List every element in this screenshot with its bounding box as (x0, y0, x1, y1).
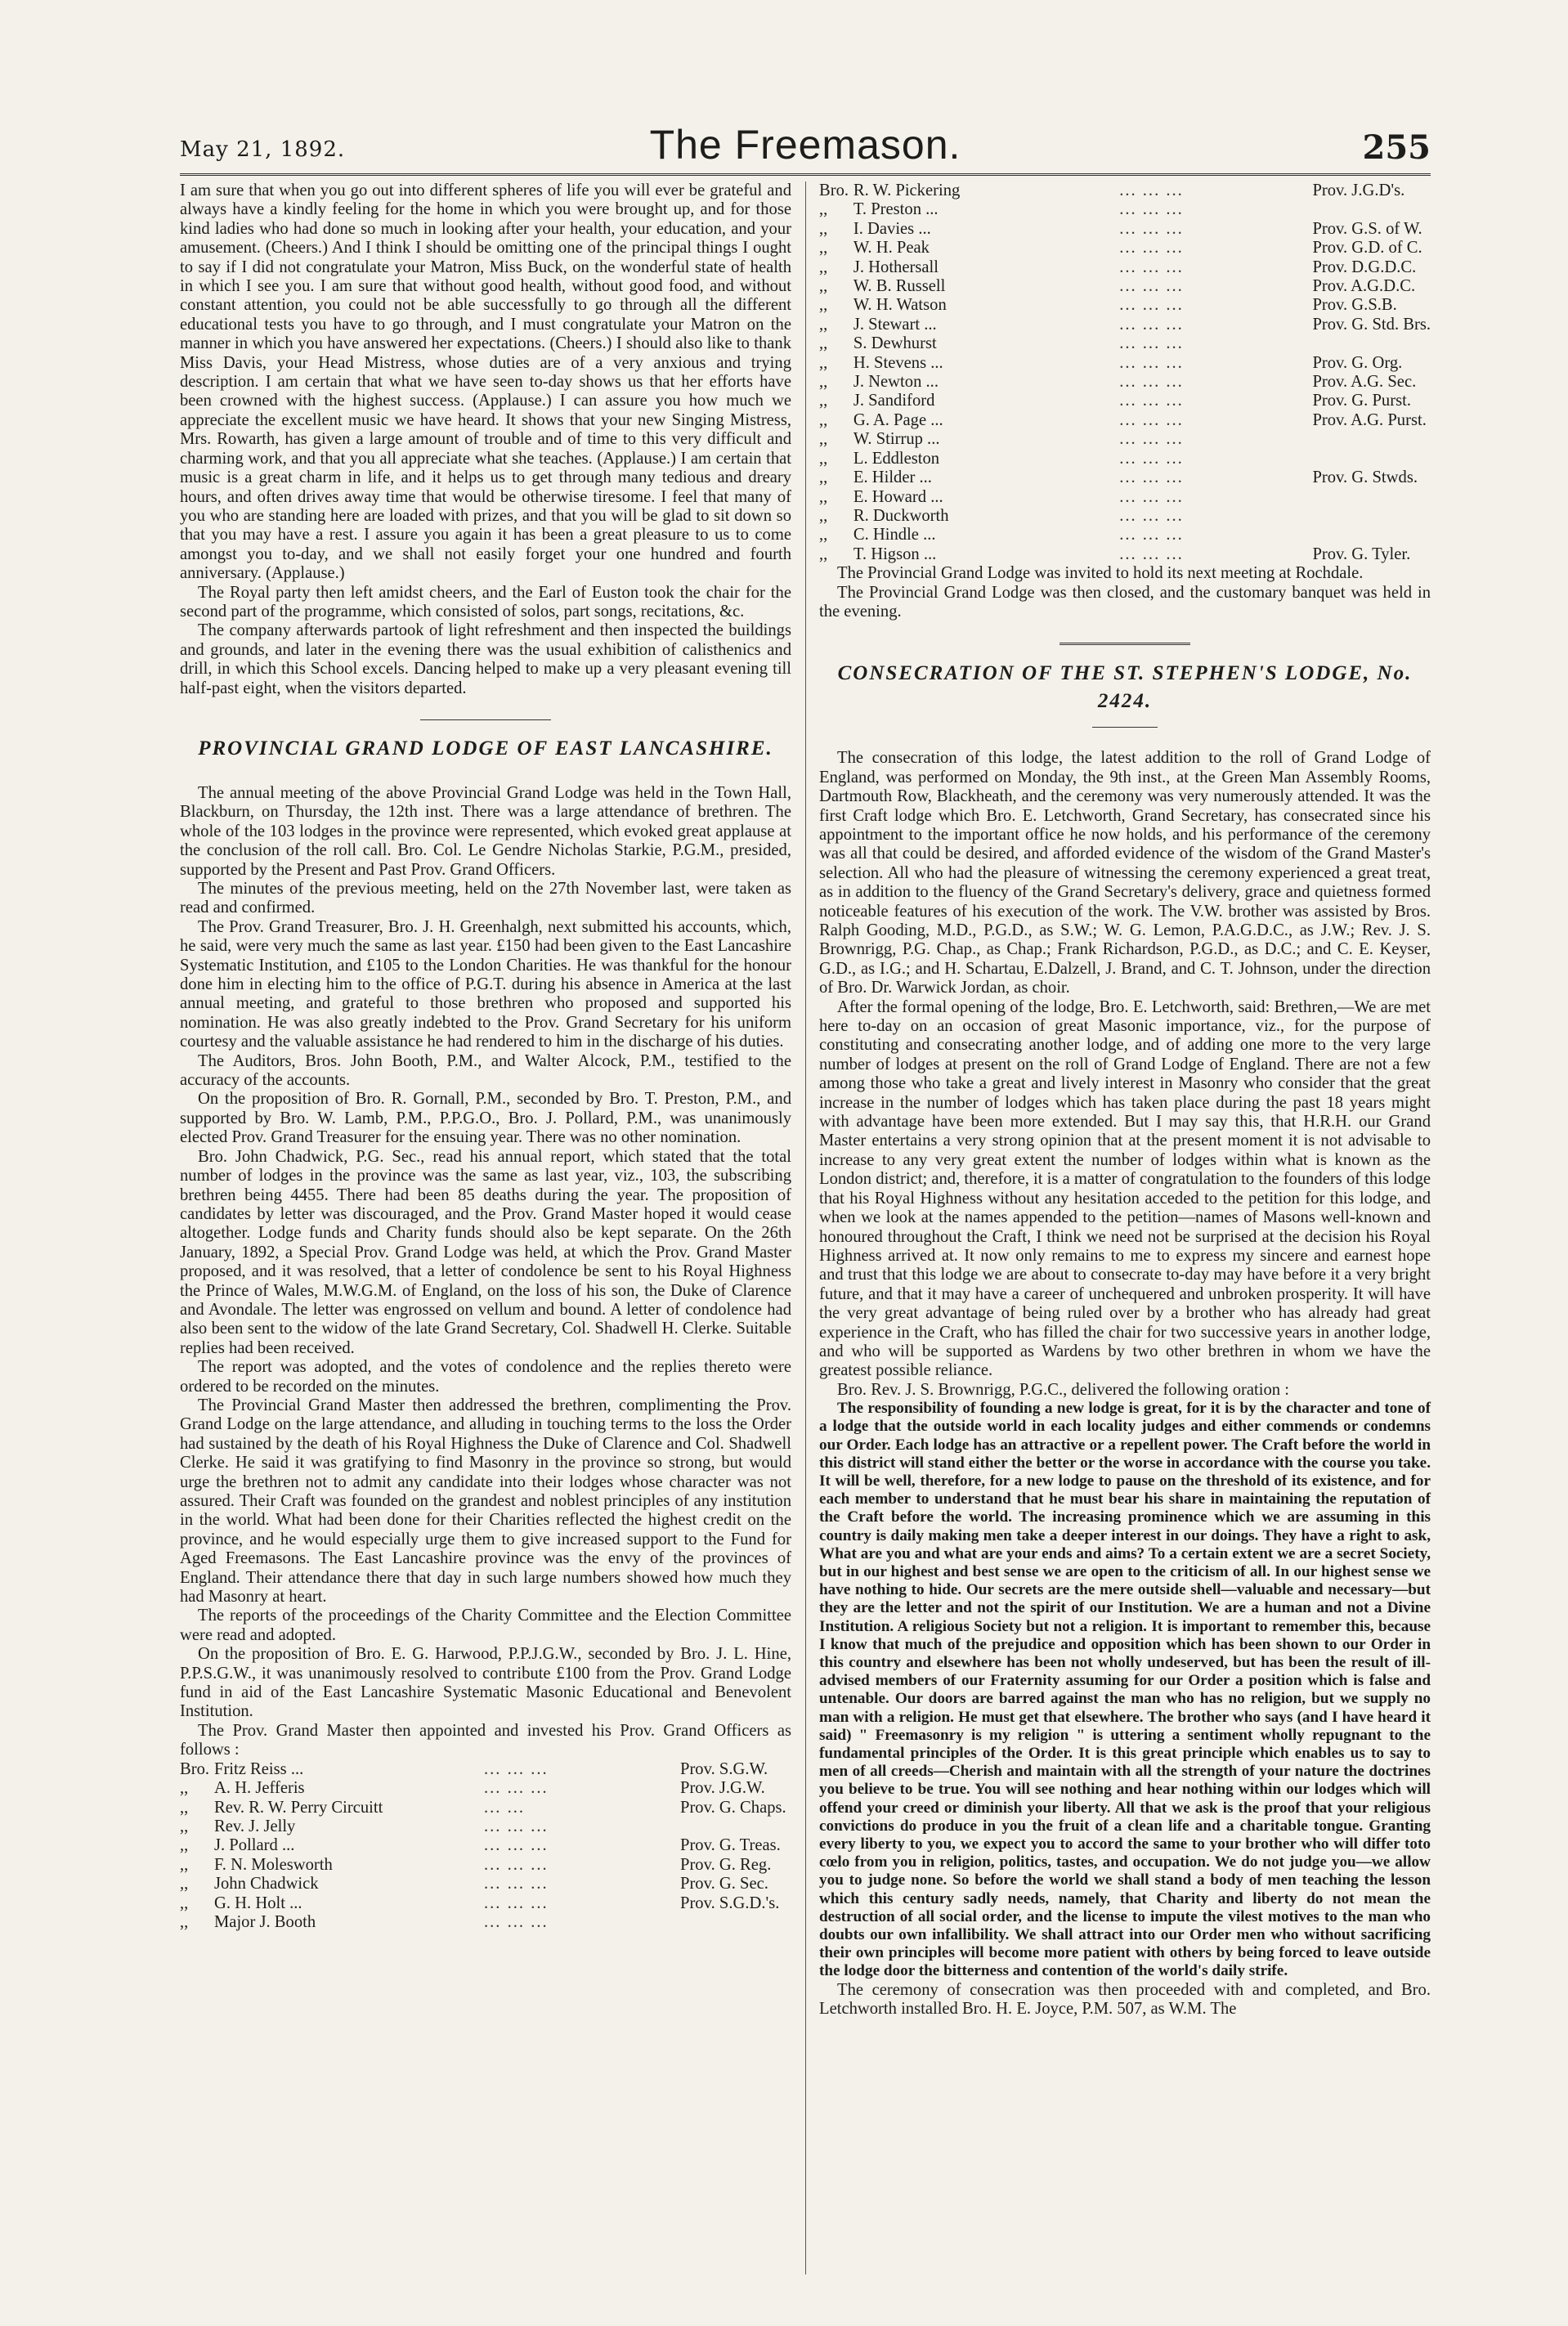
officer-prefix: ,, (819, 258, 828, 276)
officer-dots: ... ... ... (1119, 373, 1184, 392)
officer-name: J. Pollard ... (214, 1836, 295, 1855)
officer-row (819, 200, 1431, 219)
officer-prefix: ,, (819, 392, 828, 410)
officer-name: H. Stevens ... (853, 353, 943, 372)
article-paragraph: The annual meeting of the above Provincial Grand Lodge was held in the Town Hall, Blackburn, on Thursday, the 12th inst. There was a large attendance of brethren. The whole of the 103 lodges in the province were represented, which evoked great applause at the conclusion of the roll call. Bro. Col. Le Gendre Nicholas Starkie, P.G.M., presided, supported by the Present and Past Prov. Grand Officers. (180, 783, 791, 879)
officer-office: Prov. G. Std. Brs. (1312, 315, 1431, 334)
officer-office: Prov. A.G.D.C. (1312, 277, 1416, 296)
officer-row (180, 1799, 791, 1817)
officer-row (819, 468, 1431, 487)
officer-name: J. Sandiford (853, 392, 935, 410)
officer-office (680, 1913, 791, 1932)
officer-row (819, 316, 1431, 334)
officer-dots: ... ... ... (1119, 545, 1184, 563)
officer-row (180, 1856, 791, 1875)
officer-prefix: ,, (819, 373, 828, 392)
officer-prefix: ,, (819, 487, 828, 506)
article-paragraph: Bro. Rev. J. S. Brownrigg, P.G.C., delivered the following oration : (837, 1380, 1289, 1399)
officer-office (1312, 507, 1431, 526)
officer-dots: ... ... ... (484, 1855, 549, 1874)
officer-dots: ... ... ... (1119, 487, 1184, 506)
officer-dots: ... ... ... (1119, 410, 1184, 429)
officer-row (819, 354, 1431, 373)
officer-name: E. Hilder ... (853, 468, 932, 487)
officer-office: Prov. A.G. Sec. (1312, 373, 1417, 392)
officer-row (819, 220, 1431, 239)
officer-row (180, 1913, 791, 1932)
officer-name: I. Davies ... (853, 219, 931, 238)
officer-prefix: ,, (180, 1798, 189, 1817)
officer-prefix: ,, (819, 468, 828, 487)
officer-dots: ... ... ... (484, 1779, 549, 1798)
officer-prefix: ,, (819, 334, 828, 353)
article-paragraph: I am sure that when you go out into different spheres of life you will ever be grateful and always have a kindly feeling for the home in which you were brought up, and for those kind ladies who had done so much in looking after your health, your education, and your amusement. (Cheers.) And I think I should be omitting one of the principal things I ought to say if I did not congratulate your Matron, Miss Buck, on the wonderful state of health in which I see you. I am sure that without good health, without good food, and without constant attention, you could not be able successfully to go through all the different educational tests you have to go through, and I must congratulate your Matron on the manner in which you have answered her expectations. (Cheers.) I should also like to thank Miss Davis, your Head Mistress, whose duties are of a very anxious and trying description. I am certain that what we have seen to-day shows us that her efforts have been crowned with the highest success. (Applause.) I can assure you how much we appreciate the excellent music we have heard. It shows that your new Singing Mistress, Mrs. Rowarth, has given a large amount of trouble and of time to this very difficult and charming work, and that you all appreciate what she teaches. (Applause.) I am certain that music is a great charm in life, and it helps us to get through many tedious and dreary hours, and often drives away time that would be otherwise tiresome. I feel that many of you who are standing here are loaded with prizes, and that you will be glad to sit down so that you may have a rest. I assure you again it has been a great pleasure to us to come amongst you to-day, and we shall not easily forget your one hundred and fourth anniversary. (Applause.) (180, 182, 791, 583)
officer-name: J. Hothersall (853, 258, 939, 276)
officer-prefix: ,, (819, 315, 828, 334)
officer-row (819, 450, 1431, 468)
officer-row (180, 1760, 791, 1779)
officer-dots: ... ... ... (484, 1836, 549, 1855)
officer-dots: ... ... ... (1119, 315, 1184, 334)
officer-name: W. B. Russell (853, 277, 946, 296)
officer-office: Prov. G.S.B. (1312, 296, 1397, 315)
officer-office: Prov. S.G.D.'s. (680, 1894, 780, 1912)
article-paragraph: The Provincial Grand Lodge was then closed, and the customary banquet was held in the evening. (819, 583, 1431, 621)
officer-dots: ... ... ... (1119, 468, 1184, 487)
officer-row (819, 239, 1431, 258)
officer-name: T. Higson ... (853, 545, 937, 563)
officer-row (819, 182, 1431, 200)
officer-prefix: ,, (180, 1817, 189, 1835)
officer-dots: ... ... ... (484, 1912, 549, 1931)
officer-office (680, 1817, 791, 1836)
heading-rule (1060, 643, 1190, 645)
officer-dots: ... ... ... (1119, 449, 1184, 468)
officer-office: Prov. G. Org. (1312, 353, 1403, 372)
article-paragraph: The Auditors, Bros. John Booth, P.M., and Walter Alcock, P.M., testified to the accuracy of the accounts. (180, 1051, 791, 1090)
article-paragraph: The consecration of this lodge, the latest addition to the roll of Grand Lodge of England, was performed on Monday, the 9th inst., at the Green Man Assembly Rooms, Dartmouth Row, Blackheath, and the ceremony was very numerously attended. It was the first Craft lodge which Bro. E. Letchworth, Grand Secretary, has consecrated since his appointment to the important office he now holds, and his performance of the ceremony was all that could be desired, and afforded evidence of the wisdom of the Grand Master's selection. All who had the pleasure of witnessing the ceremony experienced a great treat, as in addition to the fluency of the Grand Secretary's delivery, grace and quietness formed noticeable features of his execution of the work. The V.W. brother was assisted by Bros. Ralph Gooding, M.D., P.G.D., as S.W.; W. G. Lemon, P.A.G.D.C., as J.W.; Rev. J. S. Brownrigg, P.G. Chap., as Chap.; Frank Richardson, P.G.D., as D.C.; and C. E. Keyser, G.D., as I.G.; and H. Schartau, E.Dalzell, J. Brand, and C. T. Johnson, under the direction of Bro. Dr. Warwick Jordan, as choir. (819, 749, 1431, 997)
officer-name: Rev. J. Jelly (214, 1817, 296, 1835)
article-paragraph: On the proposition of Bro. E. G. Harwood, P.P.J.G.W., seconded by Bro. J. L. Hine, P.P.S.G.W., it was unanimously resolved to contribute £100 from the Prov. Grand Lodge fund in aid of the East Lancashire Systematic Masonic Educational and Benevolent Institution. (180, 1645, 791, 1721)
officer-row (180, 1836, 791, 1855)
officer-office: Prov. G.S. of W. (1312, 219, 1422, 238)
officer-row (819, 296, 1431, 315)
officer-office: Prov. G. Tyler. (1312, 545, 1411, 563)
officer-name: F. N. Molesworth (214, 1855, 333, 1874)
officer-office: Prov. G. Sec. (680, 1875, 768, 1894)
officer-prefix: ,, (180, 1779, 189, 1798)
article-paragraph: The minutes of the previous meeting, held on the 27th November last, were taken as read and confirmed. (180, 880, 791, 917)
officer-dots: ... ... ... (1119, 392, 1184, 410)
section-heading-east-lancashire: PROVINCIAL GRAND LODGE OF EAST LANCASHIRE. (198, 737, 773, 760)
officer-name: Rev. R. W. Perry Circuitt (214, 1798, 383, 1817)
officer-name: Major J. Booth (214, 1912, 316, 1931)
officer-name: J. Stewart ... (853, 315, 937, 334)
officer-row (180, 1817, 791, 1836)
officer-office: Prov. J.G.D's. (1312, 182, 1405, 199)
officer-office (1312, 526, 1431, 545)
left-column (180, 182, 791, 1932)
officer-row (180, 1894, 791, 1913)
officer-row (819, 334, 1431, 353)
officer-office: Prov. G. Treas. (680, 1836, 781, 1855)
officer-row (819, 411, 1431, 430)
officer-name: R. W. Pickering (853, 182, 961, 199)
article-paragraph: The Prov. Grand Treasurer, Bro. J. H. Greenhalgh, next submitted his accounts, which, he said, were very much the same as last year. £150 had been given to the East Lancashire Systematic Institution, and £105 to the London Charities. He was thankful for the honour done him in electing him to the office of P.G.T. during his absence in America at the last annual meeting, and grateful to those brethren who proposed and supported his nomination. He was also greatly indebted to the Prov. Grand Secretary for his uniform courtesy and the valuable assistance he had rendered to him in the discharge of his duties. (180, 917, 791, 1051)
officer-office: Prov. G. Reg. (680, 1855, 772, 1874)
officer-name: W. H. Peak (853, 239, 930, 258)
officer-dots: ... ... ... (1119, 430, 1184, 449)
officer-prefix: ,, (180, 1912, 189, 1931)
article-paragraph: The company afterwards partook of light refreshment and then inspected the buildings and grounds, and later in the evening there was the usual exhibition of calisthenics and drill, in which this School excels. Dancing helped to make up a very pleasant evening till half-past eight, when the visitors departed. (180, 621, 791, 697)
officer-prefix: ,, (819, 296, 828, 315)
officer-row (819, 277, 1431, 296)
officer-prefix: ,, (819, 526, 828, 545)
officer-office (1312, 430, 1431, 449)
column-divider (805, 182, 806, 2274)
officer-name: C. Hindle ... (853, 526, 936, 545)
issue-date: May 21, 1892. (180, 137, 346, 162)
officer-dots: ... ... ... (1119, 526, 1184, 545)
officer-dots: ... ... ... (484, 1875, 549, 1894)
officer-name: A. H. Jefferis (214, 1779, 305, 1798)
officer-name: E. Howard ... (853, 487, 943, 506)
officer-row (819, 392, 1431, 410)
officer-office: Prov. G. Purst. (1312, 392, 1411, 410)
article-paragraph: The Provincial Grand Master then addressed the brethren, complimenting the Prov. Grand Lodge on the large attendance, and alluding in touching terms to the loss the Order had sustained by the death of his Royal Highness the Duke of Clarence and Col. Shadwell Clerke. He said it was gratifying to find Masonry in the province so strong, but would urge the brethren not to admit any candidate into their lodges whose character was not assured. Their Craft was founded on the grandest and noblest principles of any institution in the world. What had been done for their Charities reflected the highest credit on the province, and he would especially urge them to give increased support to the Fund for Aged Freemasons. The East Lancashire province was the envy of the provinces of England. Their attendance there that day in such large numbers showed how much they had Masonry at heart. (180, 1396, 791, 1607)
article-paragraph: The Royal party then left amidst cheers, and the Earl of Euston took the chair for the second part of the programme, which consisted of solos, part songs, recitations, &c. (180, 583, 791, 621)
officer-dots: ... ... (484, 1798, 526, 1817)
officer-name: W. Stirrup ... (853, 430, 940, 449)
officer-prefix: ,, (819, 449, 828, 468)
section-heading-block (819, 643, 1431, 728)
officer-dots: ... ... ... (1119, 239, 1184, 258)
officer-prefix: ,, (819, 506, 828, 525)
officer-prefix: Bro. (180, 1759, 210, 1778)
officer-office: Prov. G.D. of C. (1312, 239, 1422, 258)
oration-paragraph: The responsibility of founding a new lodge is great, for it is by the character and tone of a lodge that the outside world in each locality judges and either commends or condemns our Order. Each lodge has an attractive or a repellent power. The Craft before the world in this district will stand either the better or the worse in accordance with the course you take. It will be well, therefore, for a new lodge to pause on the threshold of its existence, and for each member to understand that he must bear his share in maintaining the reputation of the Craft before the world. The increasing prominence which we are assuming in this country is daily making men take a deeper interest in our doings. They have a right to ask, What are you and what are your ends and aims? To a certain extent we are a secret Society, but in our highest and best sense we are open to the criticism of all. In our highest sense we have nothing to hide. Our secrets are the mere outside shell—valuable and necessary—but they are the letter and not the spirit of our Institution. We are a human and not a Divine Institution. A religious Society but not a religion. It is important to remember this, because I know that much of the prejudice and opposition which has been shown to our Order in this country and elsewhere has been not wholly undeserved, but has been the result of ill-advised members of our Fraternity assuming for our Order a position which is false and untenable. Our doors are barred against the man who has no religion, but we supply no man with a religion. He must get that elsewhere. The brother who says (and I have heard it said) " Freemasonry is my religion " is uttering a sentiment wholly repugnant to the fundamental principles of the Order. It is this great principle which enables us to say to men of all creeds—Cherish and maintain with all the strength of your nature the doctrines you believe to be true. You will see nothing and hear nothing within our lodges which will offend your creed or diminish your liberty. All that we ask is the proof that your religious convictions do produce in you the fruit of a clean life and a charitable tongue. Granting every liberty to you, we expect you to accord the same to your brother who will differ toto cœlo from you in religion, politics, tastes, and occupation. We do not judge you—we allow you to judge none. So before the world we shall stand a body of men teaching the lesson which this century sadly needs, namely, that Charity and liberty do not mean the destruction of all social order, and the license to impute the vilest motives to the man who doubts our own infallibility. We shall attract into our Order men who without sacrificing their own principles will become more patient with others by being forced to leave outside the lodge door the bitterness and contention of the world's daily strife. (819, 1400, 1431, 1980)
officer-prefix: ,, (819, 353, 828, 372)
officer-name: T. Preston ... (853, 200, 939, 219)
officer-prefix: ,, (819, 200, 828, 219)
article-paragraph: The ceremony of consecration was then proceeded with and completed, and Bro. Letchworth installed Bro. H. E. Joyce, P.M. 507, as W.M. The (819, 1980, 1431, 2019)
officers-list-right (819, 182, 1431, 564)
officer-prefix: ,, (819, 239, 828, 258)
officer-row (819, 545, 1431, 564)
article-paragraph: The Provincial Grand Lodge was invited to hold its next meeting at Rochdale. (837, 564, 1364, 583)
oration-text (819, 1400, 1431, 1981)
officer-dots: ... ... ... (1119, 334, 1184, 353)
officer-prefix: ,, (180, 1875, 189, 1894)
officer-dots: ... ... ... (484, 1759, 549, 1778)
officer-name: John Chadwick (214, 1875, 319, 1894)
officer-dots: ... ... ... (1119, 258, 1184, 276)
officer-row (819, 488, 1431, 507)
officer-prefix: ,, (180, 1855, 189, 1874)
right-column (819, 182, 1431, 2019)
officer-office: Prov. G. Stwds. (1312, 468, 1418, 487)
officer-prefix: ,, (819, 277, 828, 296)
masthead-rule (180, 173, 1431, 176)
officer-row (819, 430, 1431, 449)
officer-name: G. A. Page ... (853, 410, 943, 429)
officer-dots: ... ... ... (1119, 506, 1184, 525)
officer-row (819, 373, 1431, 392)
article-paragraph: After the formal opening of the lodge, Bro. E. Letchworth, said: Brethren,—We are met here to-day on an occasion of great Masonic importance, viz., for the purpose of constituting and consecrating another lodge, and of adding one more to the very large number of lodges at present on the roll of Grand Lodge of England. There are not a few among those who take a great and lively interest in Masonry who consider that the great increase in the number of lodges which has taken place during the past 18 years might with advantage have been more extended. But I may say this, that H.R.H. our Grand Master entertains a very strong opinion that at the present moment it is not advisable to increase to any very great extent the number of lodges within what is known as the London district; and, therefore, it is a matter of congratulation to the founders of this lodge that his Royal Highness without any hesitation acceded to the petition for this lodge, and when we look at the names appended to the petition—names of Masons well-known and honoured throughout the Craft, I think we need not be surprised at the decision his Royal Highness arrived at. It now only remains to me to express my sincere and earnest hope and trust that this lodge we are about to consecrate to-day may have before it a very bright future, and that it may have a career of unchequered and unbroken prosperity. It will have the very great advantage of being ruled over by a brother who has already had great experience in the Craft, who has filled the chair for two successive years in another lodge, and who will be supported as Wardens by two other brethren in whom we have the greatest possible reliance. (819, 997, 1431, 1380)
officer-name: W. H. Watson (853, 296, 947, 315)
heading-rule (420, 719, 551, 720)
officer-name: Fritz Reiss ... (214, 1759, 304, 1778)
officer-office: Prov. J.G.W. (680, 1779, 765, 1798)
officer-office: Prov. A.G. Purst. (1312, 410, 1427, 429)
officer-dots: ... ... ... (484, 1894, 549, 1912)
officer-dots: ... ... ... (1119, 182, 1184, 199)
officer-name: L. Eddleston (853, 449, 940, 468)
officers-list-left (180, 1760, 791, 1933)
officer-office (1312, 200, 1431, 219)
officer-prefix: ,, (819, 545, 828, 563)
officer-row (819, 526, 1431, 545)
officer-row (819, 507, 1431, 526)
officer-prefix: ,, (819, 219, 828, 238)
officer-prefix: ,, (180, 1894, 189, 1912)
officer-office: Prov. S.G.W. (680, 1759, 768, 1778)
heading-rule (1092, 727, 1158, 728)
officer-office (1312, 488, 1431, 507)
officer-office (1312, 334, 1431, 353)
page-number: 255 (1362, 128, 1431, 167)
article-paragraph: Bro. John Chadwick, P.G. Sec., read his annual report, which stated that the total number of lodges in the province was the same as last year, viz., 103, the subscribing brethren being 4455. There had been 85 deaths during the year. The proposition of candidates by letter was discouraged, and the Prov. Grand Master hoped it would cease altogether. Lodge funds and Charity funds should also be kept separate. On the 26th January, 1892, a Special Prov. Grand Lodge was held, at which the Prov. Grand Master proposed, and it was resolved, that a letter of condolence be sent to his Royal Highness the Prince of Wales, M.W.G.M. of England, on the loss of his son, the Duke of Clarence and Avondale. The letter was engrossed on vellum and bound. A letter of condolence had also been sent to the widow of the late Grand Secretary, Col. Shadwell H. Clerke. Suitable replies had been received. (180, 1147, 791, 1357)
officer-name: G. H. Holt ... (214, 1894, 302, 1912)
officer-dots: ... ... ... (1119, 277, 1184, 296)
article-paragraph: The Prov. Grand Master then appointed and invested his Prov. Grand Officers as follows : (180, 1721, 791, 1759)
officer-dots: ... ... ... (1119, 296, 1184, 315)
publication-title: The Freemason. (649, 122, 961, 168)
officer-row (180, 1875, 791, 1894)
officer-dots: ... ... ... (1119, 353, 1184, 372)
article-paragraph: On the proposition of Bro. R. Gornall, P.M., seconded by Bro. T. Preston, P.M., and supported by Bro. W. Lamb, P.M., P.P.G.O., Bro. J. Pollard, P.M., was unanimously elected Prov. Grand Treasurer for the ensuing year. There was no other nomination. (180, 1090, 791, 1147)
officer-dots: ... ... ... (1119, 219, 1184, 238)
officer-dots: ... ... ... (1119, 200, 1184, 219)
officer-name: R. Duckworth (853, 506, 949, 525)
officer-prefix: ,, (819, 410, 828, 429)
officer-prefix: Bro. (819, 182, 849, 199)
officer-office (1312, 450, 1431, 468)
article-paragraph: The report was adopted, and the votes of condolence and the replies thereto were ordered to be recorded on the minutes. (180, 1358, 791, 1396)
section-heading-consecration: CONSECRATION OF THE ST. STEPHEN'S LODGE, No. 2424. (837, 662, 1413, 713)
officer-dots: ... ... ... (484, 1817, 549, 1835)
officer-office: Prov. D.G.D.C. (1312, 258, 1417, 276)
officer-prefix: ,, (819, 430, 828, 449)
masthead (180, 113, 1431, 170)
officer-row (180, 1779, 791, 1798)
article-paragraph: The reports of the proceedings of the Charity Committee and the Election Committee were read and adopted. (180, 1607, 791, 1644)
officer-name: J. Newton ... (853, 373, 939, 392)
section-heading-block (180, 719, 791, 763)
officer-prefix: ,, (180, 1836, 189, 1855)
officer-row (819, 258, 1431, 277)
officer-office: Prov. G. Chaps. (680, 1798, 786, 1817)
officer-name: S. Dewhurst (853, 334, 937, 353)
